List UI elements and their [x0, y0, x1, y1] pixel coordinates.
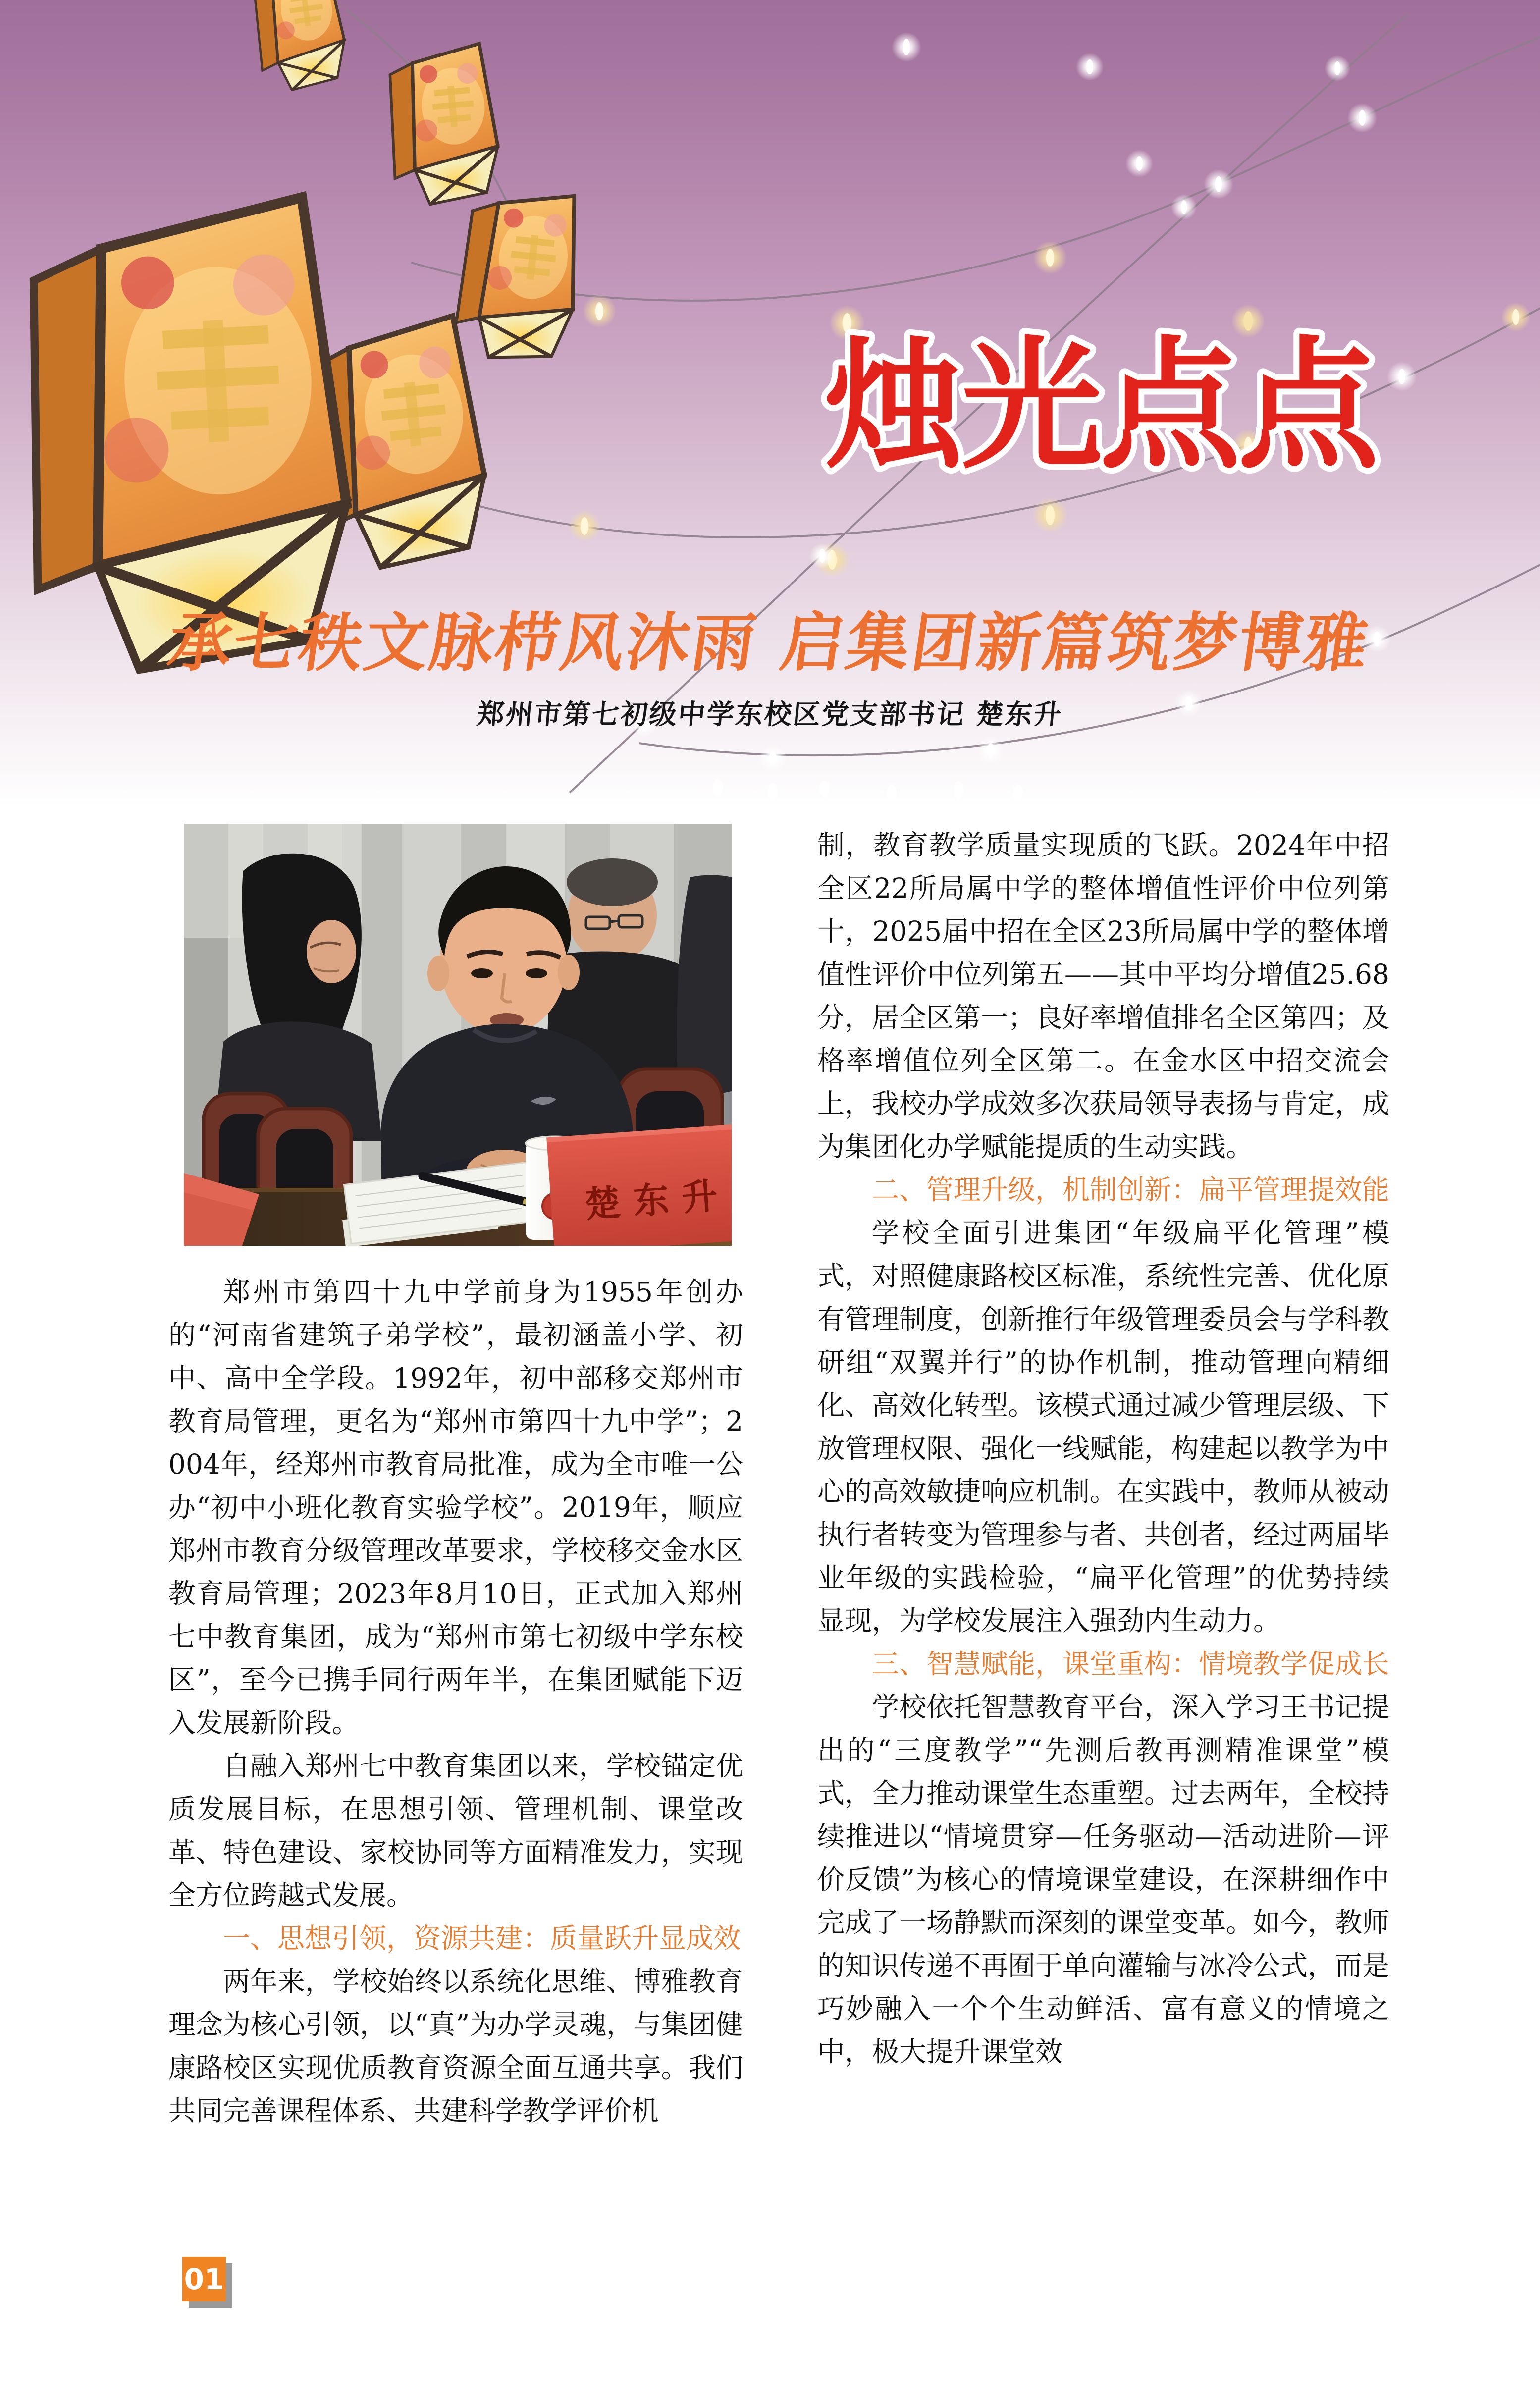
- section-heading-1: 一、思想引领，资源共建：质量跃升显成效: [223, 1923, 741, 1954]
- photo-scene: [184, 824, 732, 1246]
- page-number-badge: 01: [182, 2257, 226, 2301]
- body-paragraph: 自融入郑州七中教育集团以来，学校锚定优质发展目标，在思想引领、管理机制、课堂改革、特色建设、家校协同等方面精准发力，实现全方位跨越式发展。: [168, 1750, 743, 1911]
- header-banner: [0, 0, 1540, 832]
- masthead: [802, 297, 1397, 525]
- article-photo: [184, 824, 732, 1246]
- section-heading-2: 二、管理升级，机制创新：扁平管理提效能: [872, 1174, 1390, 1206]
- article-title: 承七秩文脉栉风沐雨 启集团新篇筑梦博雅: [163, 606, 1375, 680]
- sky-lantern-icon: [18, 0, 584, 675]
- body-paragraph: 郑州市第四十九中学前身为1955年创办的“河南省建筑子弟学校”，最初涵盖小学、初中、高中全学段。1992年，初中部移交郑州市教育局管理，更名为“郑州市第四十九中学”；2004年，经郑州市教育局批准，成为全市唯一公办“初中小班化教育实验学校”。2019年，顺应郑州市教育分级管理改革要求，学校移交金水区教育局管理；2023年8月10日，正式加入郑州七中教育集团，成为“郑州市第七初级中学东校区”，至今已携手同行两年半，在集团赋能下迈入发展新阶段。: [168, 1276, 743, 1739]
- name-plate: [546, 1122, 732, 1246]
- body-paragraph: 两年来，学校始终以系统化思维、博雅教育理念为核心引领，以“真”为办学灵魂，与集团健康路校区实现优质教育资源全面互通共享。我们共同完善课程体系、共建科学教学评价机: [168, 1966, 743, 2127]
- body-paragraph: 学校全面引进集团“年级扁平化管理”模式，对照健康路校区标准，系统性完善、优化原有管理制度，创新推行年级管理委员会与学科教研组“双翼并行”的协作机制，推动管理向精细化、高效化转型。该模式通过减少管理层级、下放管理权限、强化一线赋能，构建起以教学为中心的高效敏捷响应机制。在实践中，教师从被动执行者转变为管理参与者、共创者，经过两届毕业年级的实践检验，“扁平化管理”的优势持续显现，为学校发展注入强劲内生动力。: [817, 1217, 1390, 1637]
- body-paragraph-continuation: 制，教育教学质量实现质的飞跃。2024年中招全区22所局属中学的整体增值性评价中位列第十，2025届中招在全区23所局属中学的整体增值性评价中位列第五——其中平均分增值25.68分，居全区第一；良好率增值排名全区第四；及格率增值位列全区第二。在金水区中招交流会上，我校办学成效多次获局领导表扬与肯定，成为集团化办学赋能提质的生动实践。: [817, 829, 1390, 1163]
- body-paragraph: 学校依托智慧教育平台，深入学习王书记提出的“三度教学”“先测后教再测精准课堂”模式，全力推动课堂生态重塑。过去两年，全校持续推进以“情境贯穿—任务驱动—活动进阶—评价反馈”为核心的情境课堂建设，在深耕细作中完成了一场静默而深刻的课堂变革。如今，教师的知识传递不再囿于单向灌输与冰冷公式，而是巧妙融入一个个生动鲜活、富有意义的情境之中，极大提升课堂效: [817, 1691, 1390, 2068]
- right-column: [817, 824, 1389, 2074]
- section-heading-3: 三、智慧赋能，课堂重构：情境教学促成长: [872, 1648, 1390, 1680]
- article-byline: 郑州市第七初级中学东校区党支部书记 楚东升: [476, 698, 1064, 730]
- name-plate-text: 楚东升: [583, 1173, 732, 1226]
- left-column: [168, 824, 743, 2133]
- masthead-title: 烛光点点: [823, 323, 1376, 488]
